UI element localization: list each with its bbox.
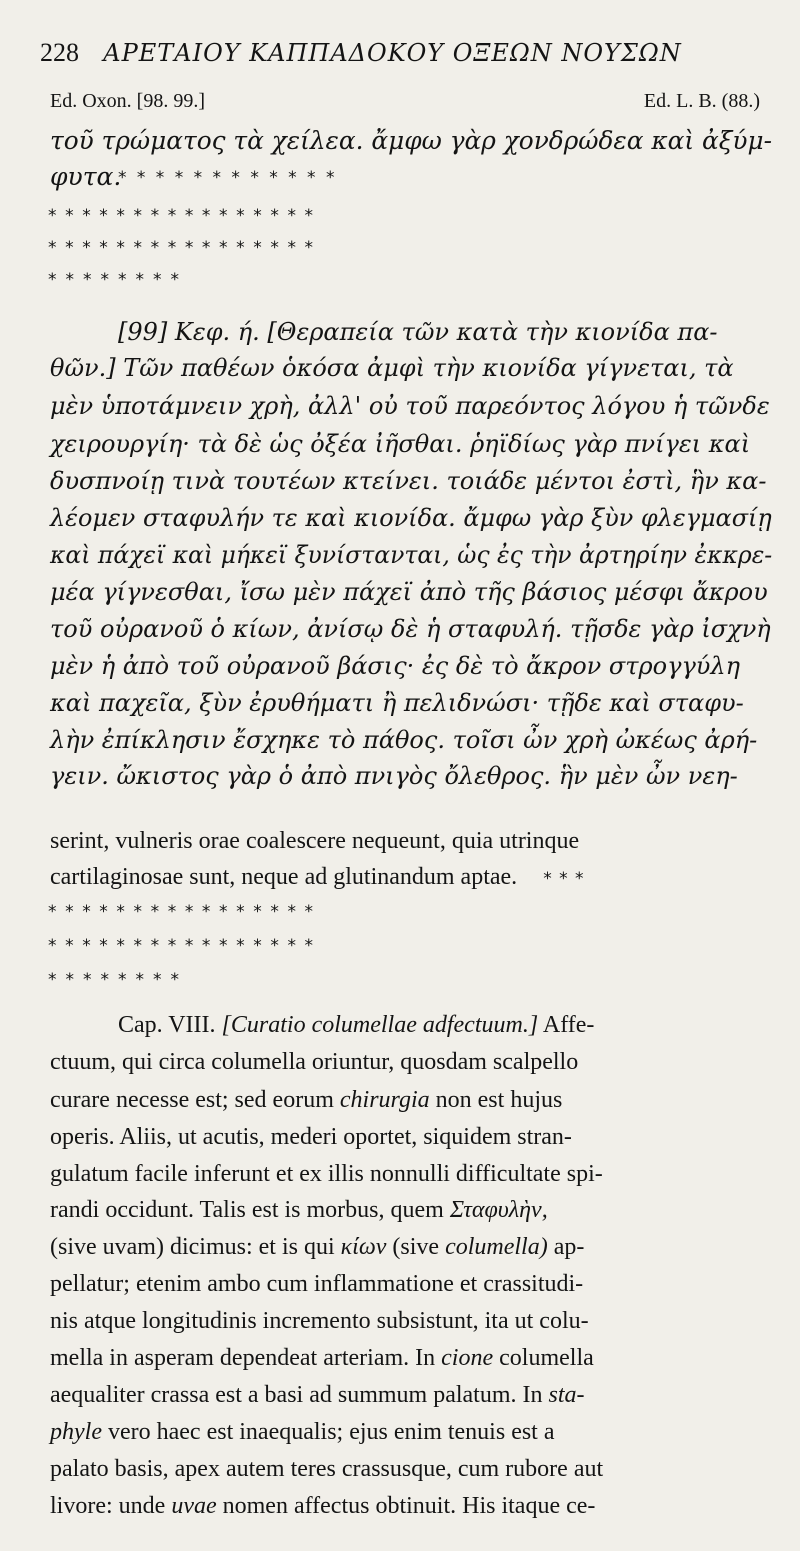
- greek-line: φυτα.: [50, 162, 122, 191]
- latin-line: serint, vulneris orae coalescere nequeunt, quia utrinque: [50, 828, 580, 854]
- latin-line: ctuum, qui circa columella oriuntur, quosdam scalpello: [50, 1049, 579, 1075]
- latin-line-text: vero haec est inaequalis; ejus enim tenuis est a: [107, 1419, 555, 1445]
- lacuna-stars: * * *: [543, 869, 585, 889]
- latin-line-text: aequaliter crassa est a basi ad summum palatum. In: [50, 1382, 543, 1408]
- greek-line: καὶ παχεῖα, ξὺν ἐρυθήματι ἢ πελιδνώσι· τῇδε καὶ σταφυ-: [50, 689, 744, 717]
- latin-line: [50, 1493, 595, 1520]
- latin-line: [50, 1234, 584, 1261]
- greek-line: καὶ πάχεϊ καὶ μήκεϊ ξυνίστανται, ὡς ἐς τὴν ἀρτηρίην ἐκκρε-: [50, 541, 773, 569]
- latin-line-text: mella in asperam dependeat arteriam. In: [50, 1345, 436, 1371]
- latin-italic-word: sta-: [548, 1382, 585, 1408]
- latin-line: gulatum facile inferunt et ex illis nonnulli difficultate spi-: [50, 1161, 603, 1187]
- latin-line: [50, 1087, 562, 1114]
- greek-line: λέομεν σταφυλήν τε καὶ κιονίδα. ἄμφω γὰρ ξὺν φλεγμασίῃ: [50, 504, 772, 532]
- latin-line-text: ap-: [553, 1234, 585, 1260]
- latin-line-text: randi occidunt. Talis est is morbus, quem: [50, 1197, 444, 1223]
- latin-line: pellatur; etenim ambo cum inflammatione et crassitudi-: [50, 1271, 584, 1297]
- latin-italic-word: phyle: [50, 1419, 102, 1445]
- latin-line: [50, 1382, 585, 1409]
- edition-right: Ed. L. B. (88.): [643, 90, 760, 112]
- latin-line: [50, 1345, 594, 1372]
- greek-line: μέα γίγνεσθαι, ἴσω μὲν πάχεϊ ἀπὸ τῆς βάσιος μέσφι ἄκρου: [50, 578, 768, 606]
- greek-line: τοῦ τρώματος τὰ χείλεα. ἄμφω γὰρ χονδρώδεα καὶ ἀξύμ-: [50, 126, 772, 155]
- latin-italic-word: κίων: [340, 1234, 387, 1260]
- lacuna-stars: * * * * * * * *: [48, 970, 181, 990]
- page-number: 228: [40, 38, 79, 67]
- latin-italic-word: cione: [441, 1345, 494, 1371]
- latin-line-text: curare necesse est; sed eorum: [50, 1087, 334, 1113]
- edition-left: Ed. Oxon. [98. 99.]: [50, 90, 205, 112]
- latin-line-text: Affe-: [542, 1012, 595, 1038]
- latin-line: [50, 1419, 555, 1446]
- latin-line-text: livore: unde: [50, 1493, 166, 1519]
- latin-line: nis atque longitudinis incremento subsistunt, ita ut colu-: [50, 1308, 589, 1334]
- greek-line: τοῦ οὐρανοῦ ὁ κίων, ἀνίσῳ δὲ ἡ σταφυλή. τῇσδε γὰρ ἰσχνὴ: [50, 615, 771, 643]
- latin-line: [50, 864, 585, 891]
- lacuna-stars: * * * * * * * * * * * * * * * *: [48, 936, 315, 956]
- chapter-number: Cap. VIII.: [118, 1012, 216, 1038]
- lacuna-stars: * * * * * * * * * * * * * * * *: [48, 206, 315, 226]
- latin-line: palato basis, apex autem teres crassusque, cum rubore aut: [50, 1456, 604, 1482]
- running-title: ΑΡΕΤΑΙΟΥ ΚΑΠΠΑΔΟΚΟΥ ΟΞΕΩΝ ΝΟΥΣΩΝ: [103, 39, 682, 67]
- chapter-title: [Curatio columellae adfectuum.]: [221, 1012, 539, 1038]
- latin-italic-word: Σταφυλὴν,: [449, 1197, 548, 1223]
- latin-line: operis. Aliis, ut acutis, mederi oportet, siquidem stran-: [50, 1124, 572, 1150]
- greek-line: μὲν ἡ ἀπὸ τοῦ οὐρανοῦ βάσις· ἐς δὲ τὸ ἄκρον στρογγύλη: [50, 652, 740, 680]
- running-header: [40, 38, 770, 68]
- greek-chapter-heading: [99] Κεφ. ή. [Θεραπεία τῶν κατὰ τὴν κιονίδα πα-: [118, 318, 718, 346]
- greek-line: δυσπνοίῃ τινὰ τουτέων κτείνει. τοιάδε μέντοι ἐστὶ, ἣν κα-: [50, 467, 767, 495]
- latin-line-text: non est hujus: [435, 1087, 563, 1113]
- greek-line: θῶν.] Τῶν παθέων ὁκόσα ἀμφὶ τὴν κιονίδα γίγνεται, τὰ: [50, 354, 734, 382]
- latin-chapter-heading: [118, 1012, 594, 1039]
- latin-italic-word: uvae: [171, 1493, 217, 1519]
- latin-line-text: (sive: [392, 1234, 440, 1260]
- greek-line: λὴν ἐπίκλησιν ἔσχηκε τὸ πάθος. τοῖσι ὦν χρὴ ὠκέως ἀρή-: [50, 726, 758, 754]
- latin-line-text: columella: [499, 1345, 594, 1371]
- greek-line: γειν. ὤκιστος γὰρ ὁ ἀπὸ πνιγὸς ὄλεθρος. ἣν μὲν ὦν νεη-: [50, 762, 738, 790]
- latin-line-text: nomen affectus obtinuit. His itaque ce-: [222, 1493, 596, 1519]
- greek-line: χειρουργίη· τὰ δὲ ὡς ὀξέα ἰῆσθαι. ῥηϊδίως γὰρ πνίγει καὶ: [50, 430, 751, 458]
- latin-italic-word: columella): [445, 1234, 548, 1260]
- latin-line-text: cartilaginosae sunt, neque ad glutinandum aptae.: [50, 864, 518, 890]
- latin-line: [50, 1197, 548, 1224]
- lacuna-stars: * * * * * * * * * * * * * * * *: [48, 902, 315, 922]
- lacuna-stars: * * * * * * * * * * * * * * * *: [48, 238, 315, 258]
- latin-line-text: (sive uvam) dicimus: et is qui: [50, 1234, 335, 1260]
- greek-line: μὲν ὑποτάμνειν χρὴ, ἀλλ' οὐ τοῦ παρεόντος λόγου ἡ τῶνδε: [50, 392, 770, 420]
- latin-italic-word: chirurgia: [339, 1087, 430, 1113]
- lacuna-stars: * * * * * * * *: [48, 270, 181, 290]
- lacuna-stars: * * * * * * * * * * * *: [118, 168, 337, 188]
